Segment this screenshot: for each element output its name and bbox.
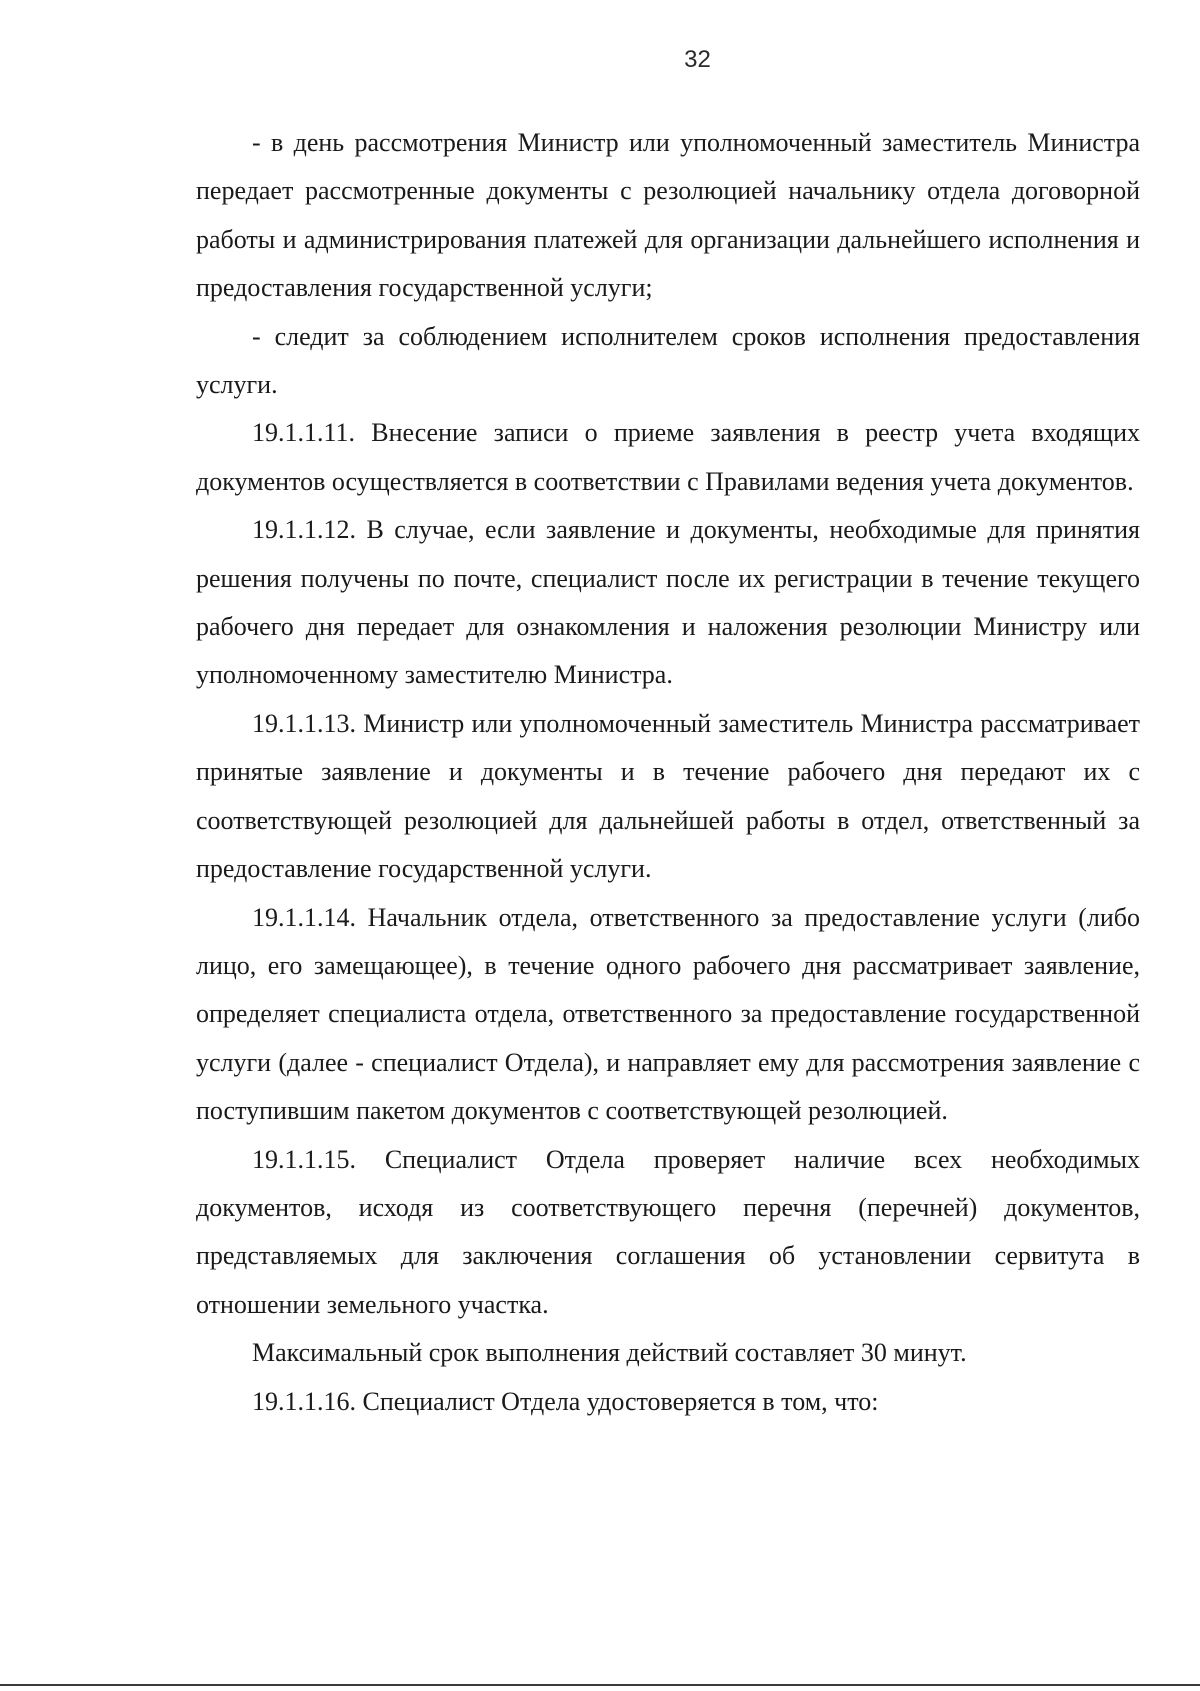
paragraph-max-time: Максимальный срок выполнения действий составляет 30 минут. <box>252 1338 967 1368</box>
bottom-divider <box>0 1684 1200 1686</box>
paragraph-19-1-1-14: 19.1.1.14. Начальник отдела, ответственного за предоставление услуги (либо лицо, его замещающее), в течение одного рабочего дня рассматривает заявление, определяет специалиста отдела, ответственного за предоставление государственной услуги (далее - специалист Отдела), и направляет ему для рассмотрения заявление с поступившим пакетом документов с соответствующей резолюцией. <box>196 902 1140 1126</box>
paragraph-19-1-1-13: 19.1.1.13. Министр или уполномоченный заместитель Министра рассматривает принятые заявление и документы и в течение рабочего дня передают их с соответствующей резолюцией для дальнейшей работы в отдел, ответственный за предоставление государственной услуги. <box>196 708 1140 884</box>
paragraph-19-1-1-16: 19.1.1.16. Специалист Отдела удостоверяется в том, что: <box>252 1386 879 1416</box>
paragraph-minister-transfer: - в день рассмотрения Министр или уполномоченный заместитель Министра передает рассмотренные документы с резолюцией начальнику отдела договорной работы и администрирования платежей для организации дальнейшего исполнения и предоставления государственной услуги; <box>196 128 1140 303</box>
paragraph-19-1-1-11: 19.1.1.11. Внесение записи о приеме заявления в реестр учета входящих документов осуществляется в соответствии с Правилами ведения учета документов. <box>196 418 1140 496</box>
paragraph-deadline-control: - следит за соблюдением исполнителем сроков исполнения предоставления услуги. <box>196 321 1140 400</box>
page-number: 32 <box>684 46 711 73</box>
paragraph-19-1-1-12: 19.1.1.12. В случае, если заявление и документы, необходимые для принятия решения получены по почте, специалист после их регистрации в течение текущего рабочего дня передает для ознакомления и наложения резолюции Министру или уполномоченному заместителю Министра. <box>196 515 1140 690</box>
paragraph-19-1-1-15: 19.1.1.15. Специалист Отдела проверяет наличие всех необходимых документов, исходя из соответствующего перечня (перечней) документов, представляемых для заключения соглашения об установлении сервитута в отношении земельного участка. <box>196 1144 1140 1319</box>
document-body <box>196 119 1140 1426</box>
